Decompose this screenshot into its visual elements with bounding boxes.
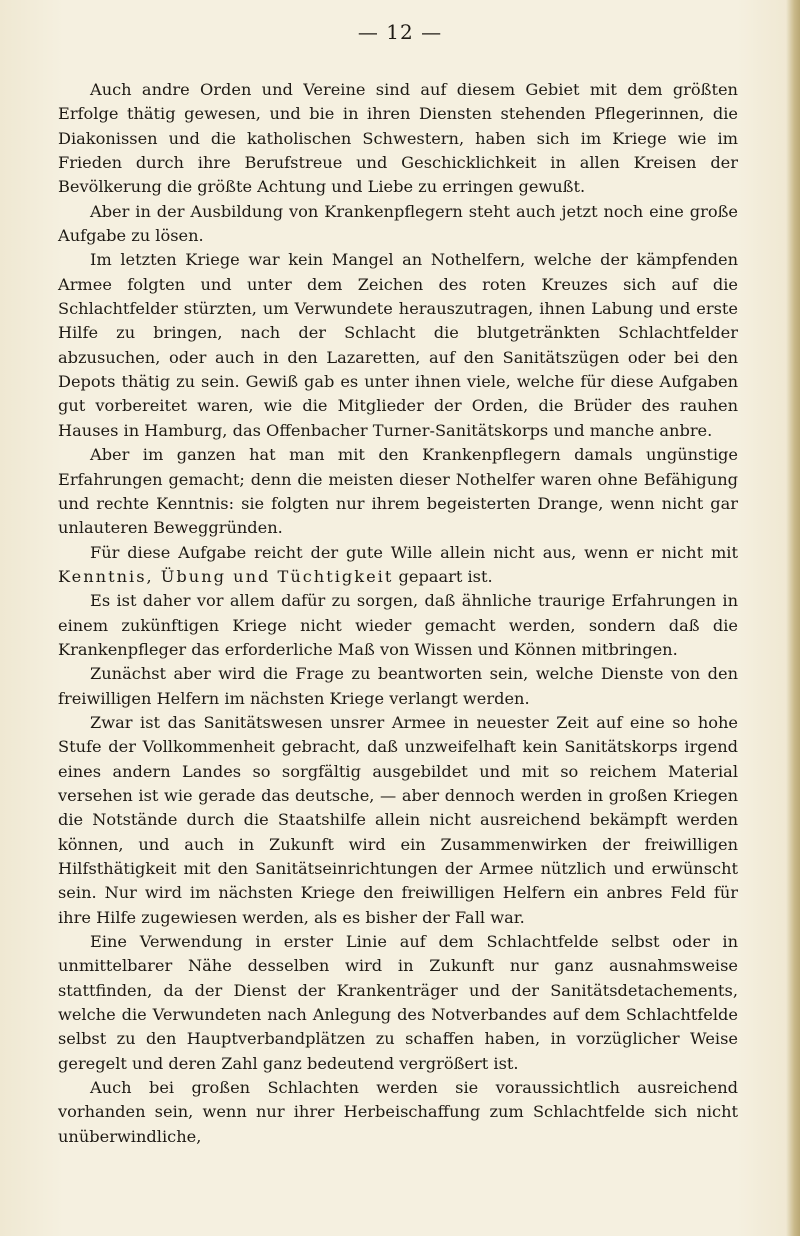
paragraph — [58, 541, 738, 590]
page-number: — 12 — — [357, 20, 443, 44]
paragraph — [58, 711, 738, 930]
paragraph — [58, 78, 738, 200]
paragraph-text: Zwar ist das Sanitätswesen unsrer Armee in neuester Zeit auf eine so hohe Stufe der Vollkommenheit gebracht, daß unzweifelhaft kein Sanitätskorps irgend eines andern Landes so sorgfältig ausgebildet und mit so reichem Material versehen ist wie gerade das deutsche, — aber dennoch werden in großen Kriegen die Notstände durch die Staatshilfe allein nicht ausreichend bekämpft werden können, und auch in Zukunft wird ein Zusammenwirken der freiwilligen Hilfsthätigkeit mit den Sanitätseinrichtungen der Armee nützlich und erwünscht sein. Nur wird im nächsten Kriege den freiwilligen Helfern ein anbres Feld für ihre Hilfe zugewiesen werden, als es bisher der Fall war. — [58, 712, 738, 927]
paragraph-text: Es ist daher vor allem dafür zu sorgen, daß ähnliche traurige Erfahrungen in einem zukünftigen Kriege nicht wieder gemacht werden, sondern daß die Krankenpfleger das erforderliche Maß von Wissen und Können mitbringen. — [58, 591, 738, 659]
paragraph — [58, 200, 738, 249]
paragraph-text: Aber in der Ausbildung von Krankenpflegern steht auch jetzt noch eine große Aufgabe zu lösen. — [58, 201, 738, 246]
body-text — [58, 78, 738, 1149]
paragraph-text: gepaart ist. — [393, 566, 493, 586]
paragraph-text: Zunächst aber wird die Frage zu beantworten sein, welche Dienste von den freiwilligen Helfern im nächsten Kriege verlangt werden. — [58, 664, 738, 708]
paragraph-text: Auch andre Orden und Vereine sind auf diesem Gebiet mit dem größten Erfolge thätig gewesen, und bie in ihren Diensten stehenden Pflegerinnen, die Diakonissen und die katholischen Schwestern, haben sich im Kriege wie im Frieden durch ihre Berufstreue und Geschicklichkeit in allen Kreisen der Bevölkerung die größte Achtung und Liebe zu erringen gewußt. — [58, 80, 738, 197]
paragraph — [58, 1076, 738, 1149]
paragraph-text: Eine Verwendung in erster Linie auf dem Schlachtfelde selbst oder in unmittelbarer Nähe desselben wird in Zukunft nur ganz ausnahmsweise stattfinden, da der Dienst der Krankenträger und der Sanitätsdetachements, welche die Verwundeten nach Anlegung des Notverbandes auf dem Schlachtfelde selbst zu den Hauptverbandplätzen zu schaffen haben, in vorzüglicher Weise geregelt und deren Zahl ganz bedeutend vergrößert ist. — [58, 932, 738, 1073]
spaced-emphasis-text: Kenntnis, Übung und Tüchtigkeit — [58, 566, 394, 586]
paragraph — [58, 248, 738, 443]
paragraph-text: Im letzten Kriege war kein Mangel an Nothelfern, welche der kämpfenden Armee folgten und unter dem Zeichen des roten Kreuzes sich auf die Schlachtfelder stürzten, um Verwundete herauszutragen, ihnen Labung und erste Hilfe zu bringen, nach der Schlacht die blutgetränkten Schlachtfelder abzusuchen, oder auch in den Lazaretten, auf den Sanitätszügen oder bei den Depots thätig zu sein. Gewiß gab es unter ihnen viele, welche für diese Aufgaben gut vorbereitet waren, wie die Mitglieder der Orden, die Brüder des rauhen Hauses in Hamburg, das Offenbacher Turner-Sanitätskorps und manche anbre. — [58, 250, 738, 440]
paragraph — [58, 662, 738, 711]
page-edge-shadow — [786, 0, 800, 1236]
paragraph-text: Aber im ganzen hat man mit den Krankenpflegern damals ungünstige Erfahrungen gemacht; denn die meisten dieser Nothelfer waren ohne Befähigung und rechte Kenntnis: sie folgten nur ihrem begeisterten Drange, wenn nicht gar unlauteren Beweggründen. — [58, 445, 738, 538]
paragraph-text: Für diese Aufgabe reicht der gute Wille allein nicht aus, wenn er nicht mit — [90, 542, 738, 562]
paragraph — [58, 443, 738, 540]
paragraph-text: Auch bei großen Schlachten werden sie voraussichtlich ausreichend vorhanden sein, wenn nur ihrer Herbeischaffung zum Schlachtfelde sich nicht unüberwindliche, — [58, 1078, 738, 1146]
paragraph — [58, 930, 738, 1076]
paragraph — [58, 589, 738, 662]
